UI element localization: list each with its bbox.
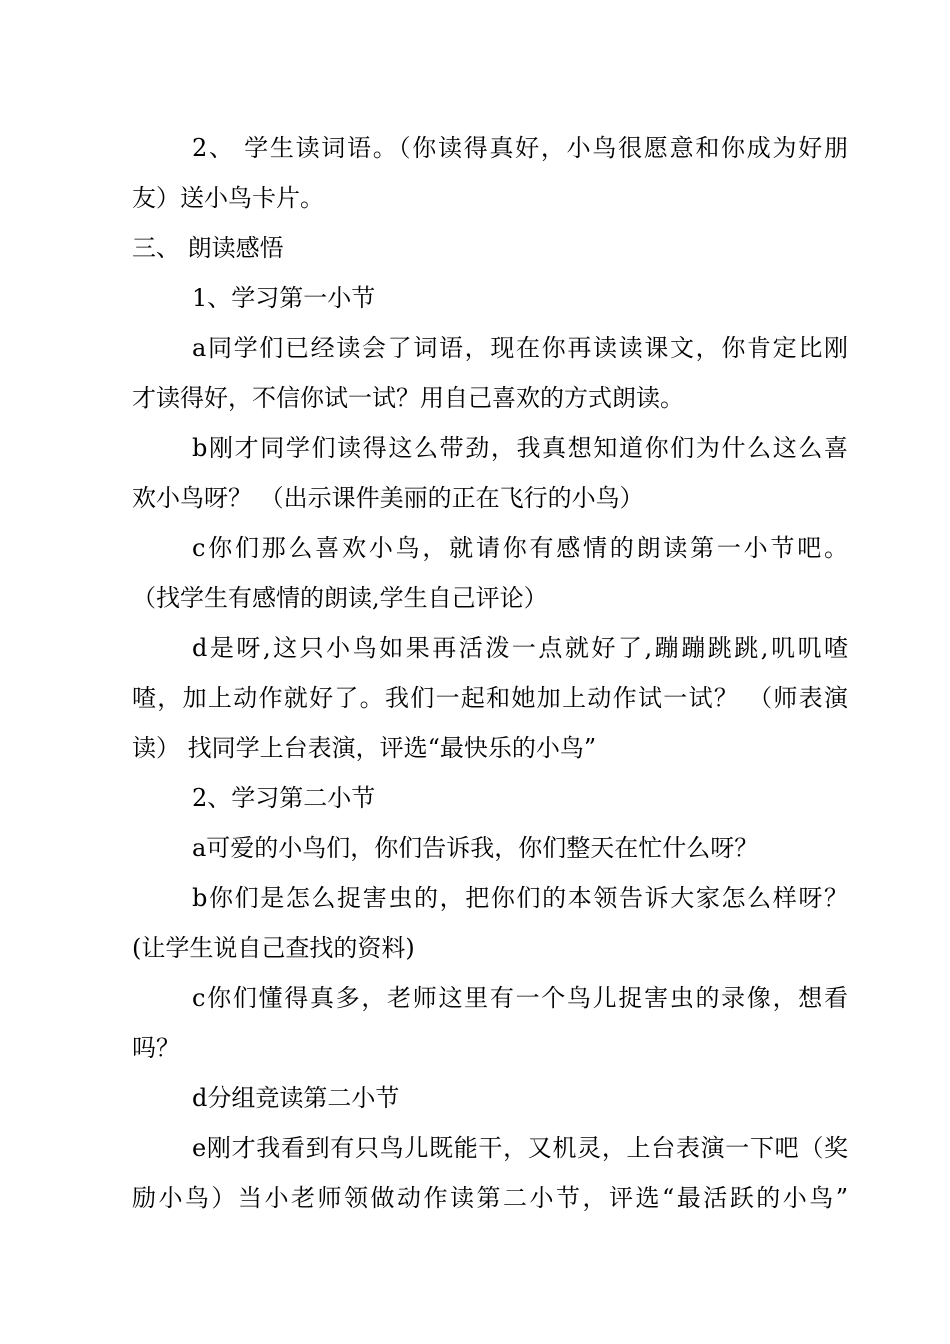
paragraph-line: 友）送小鸟卡片。 — [132, 184, 324, 212]
subsection-heading: 2、学习第二小节 — [192, 784, 376, 812]
paragraph-line: （找学生有感情的朗读,学生自己评论） — [132, 584, 548, 612]
paragraph-line: (让学生说自己查找的资料) — [132, 934, 415, 962]
paragraph-line: a可爱的小鸟们，你们告诉我，你们整天在忙什么呀？ — [192, 834, 759, 862]
paragraph-line: 欢小鸟呀？ （出示课件美丽的正在飞行的小鸟） — [132, 484, 644, 512]
paragraph-line: 喳，加上动作就好了。我们一起和她加上动作试一试？ （师表演 — [132, 684, 848, 712]
paragraph-line: e刚才我看到有只鸟儿既能干，又机灵，上台表演一下吧（奖 — [192, 1134, 848, 1162]
paragraph-line: 2、 学生读词语。（你读得真好，小鸟很愿意和你成为好朋 — [192, 134, 848, 162]
paragraph-line: 才读得好，不信你试一试？用自己喜欢的方式朗读。 — [132, 384, 684, 412]
paragraph-line: c你们懂得真多，老师这里有一个鸟儿捉害虫的录像，想看 — [192, 984, 848, 1012]
paragraph-line: c你们那么喜欢小鸟，就请你有感情的朗读第一小节吧。 — [192, 534, 848, 562]
paragraph-line: 励小鸟）当小老师领做动作读第二小节，评选“最活跃的小鸟” — [132, 1184, 848, 1212]
paragraph-line: d是呀,这只小鸟如果再活泼一点就好了,蹦蹦跳跳,叽叽喳 — [192, 634, 848, 662]
paragraph-line: 读） 找同学上台表演，评选“最快乐的小鸟” — [132, 734, 597, 762]
paragraph-line: d分组竞读第二小节 — [192, 1084, 400, 1112]
paragraph-line: a同学们已经读会了词语，现在你再读读课文，你肯定比刚 — [192, 334, 848, 362]
paragraph-line: b你们是怎么捉害虫的，把你们的本领告诉大家怎么样呀？ — [192, 884, 848, 912]
subsection-heading: 1、学习第一小节 — [192, 284, 376, 312]
section-heading: 三、 朗读感悟 — [132, 234, 284, 262]
paragraph-line: 吗？ — [132, 1034, 180, 1062]
paragraph-line: b刚才同学们读得这么带劲，我真想知道你们为什么这么喜 — [192, 434, 848, 462]
